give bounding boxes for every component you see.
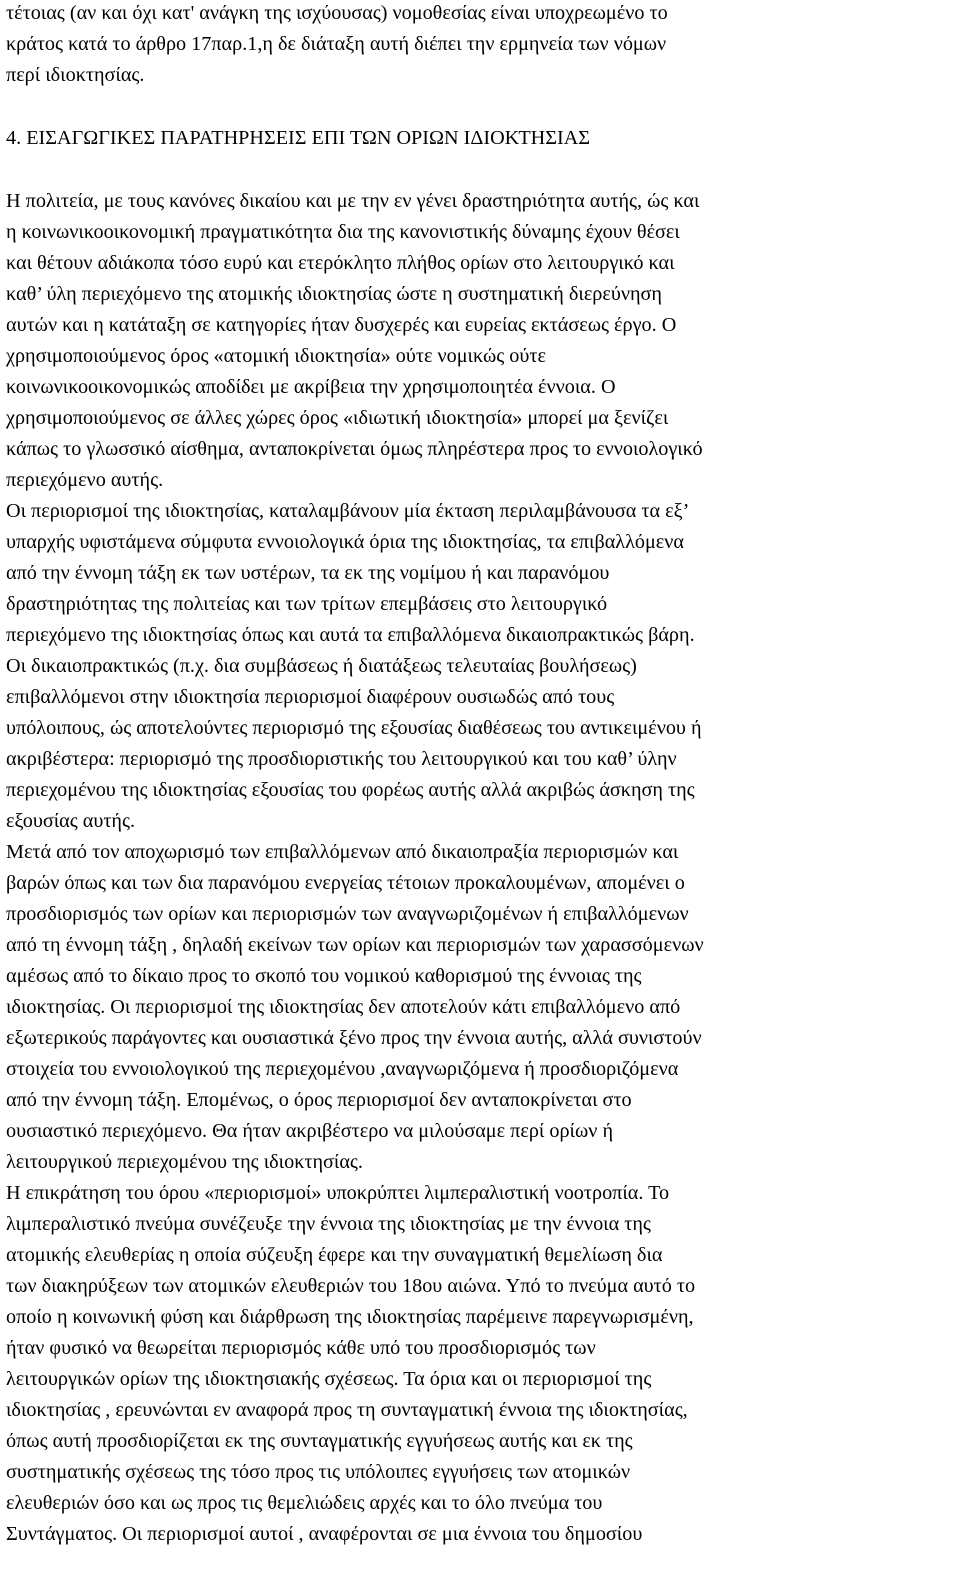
section-heading: 4. ΕΙΣΑΓΩΓΙΚΕΣ ΠΑΡΑΤΗΡΗΣΕΙΣ ΕΠΙ ΤΩΝ ΟΡΙΩΝ ΙΔΙΟΚΤΗΣΙΑΣ: [6, 127, 591, 149]
text-line: ιδιοκτησίας , ερευνώνται εν αναφορά προς τη συνταγματική έννοια της ιδιοκτησίας,: [6, 1399, 688, 1421]
text-line: καθ’ ύλη περιεχόμενο της ατομικής ιδιοκτησίας ώστε η συστηματική διερεύνηση: [6, 283, 662, 305]
text-line: αμέσως από το δίκαιο προς το σκοπό του νομικού καθορισμού της έννοιας της: [6, 965, 642, 987]
text-line: αυτών και η κατάταξη σε κατηγορίες ήταν δυσχερές και ευρείας εκτάσεως έργο. Ο: [6, 314, 677, 336]
text-line: Οι περιορισμοί της ιδιοκτησίας, καταλαμβάνουν μία έκταση περιλαμβάνουσα τα εξ’: [6, 500, 690, 522]
text-line: κοινωνικοοικονομικώς αποδίδει με ακρίβεια την χρησιμοποιητέα έννοια. Ο: [6, 376, 616, 398]
text-line: στοιχεία του εννοιολογικού της περιεχομένου ,αναγνωριζόμενα ή προσδιοριζόμενα: [6, 1058, 679, 1080]
text-line: χρησιμοποιούμενος σε άλλες χώρες όρος «ιδιωτική ιδιοκτησία» μπορεί μα ξενίζει: [6, 407, 669, 429]
text-line: εξωτερικούς παράγοντες και ουσιαστικά ξένο προς την έννοια αυτής, αλλά συνιστούν: [6, 1027, 702, 1049]
text-line: Οι δικαιοπρακτικώς (π.χ. δια συμβάσεως ή διατάξεως τελευταίας βουλήσεως): [6, 655, 637, 677]
text-line: υπαρχής υφιστάμενα σύμφυτα εννοιολογικά όρια της ιδιοκτησίας, τα επιβαλλόμενα: [6, 531, 684, 553]
text-line: εξουσίας αυτής.: [6, 810, 136, 832]
text-line: των διακηρύξεων των ατομικών ελευθεριών του 18ου αιώνα. Υπό το πνεύμα αυτό το: [6, 1275, 696, 1297]
text-line: τέτοιας (αν και όχι κατ' ανάγκη της ισχύουσας) νομοθεσίας είναι υποχρεωμένο το: [6, 2, 668, 24]
text-line: ήταν φυσικό να θεωρείται περιορισμός κάθε υπό του προσδιορισμός των: [6, 1337, 596, 1359]
text-line: λειτουργικών ορίων της ιδιοκτησιακής σχέσεως. Τα όρια και οι περιορισμοί της: [6, 1368, 652, 1390]
text-line: όπως αυτή προσδιορίζεται εκ της συνταγματικής εγγυήσεως αυτής και εκ της: [6, 1430, 633, 1452]
text-line: Συντάγματος. Οι περιορισμοί αυτοί , αναφέρονται σε μια έννοια του δημοσίου: [6, 1523, 643, 1545]
text-line: ατομικής ελευθερίας η οποία σύζευξη έφερε και την συναγματική θεμελίωση δια: [6, 1244, 663, 1266]
text-line: και θέτουν αδιάκοπα τόσο ευρύ και ετερόκλητο πλήθος ορίων στο λειτουργικό και: [6, 252, 675, 274]
text-line: προσδιορισμός των ορίων και περιορισμών των αναγνωριζομένων ή επιβαλλόμενων: [6, 903, 689, 925]
text-line: η κοινωνικοοικονομική πραγματικότητα δια της κανονιστικής δύναμης έχουν θέσει: [6, 221, 680, 243]
text-line: από τη έννομη τάξη , δηλαδή εκείνων των ορίων και περιορισμών των χαρασσόμενων: [6, 934, 704, 956]
text-line: κάπως το γλωσσικό αίσθημα, ανταποκρίνεται όμως πληρέστερα προς το εννοιολογικό: [6, 438, 703, 460]
text-line: χρησιμοποιούμενος όρος «ατομική ιδιοκτησία» ούτε νομικώς ούτε: [6, 345, 546, 367]
text-line: υπόλοιπους, ώς αποτελούντες περιορισμό της εξουσίας διαθέσεως του αντικειμένου ή: [6, 717, 702, 739]
text-line: περιεχομένου της ιδιοκτησίας εξουσίας του φορέως αυτής αλλά ακριβώς άσκηση της: [6, 779, 695, 801]
text-line: από την έννομη τάξη. Επομένως, ο όρος περιορισμοί δεν ανταποκρίνεται στο: [6, 1089, 632, 1111]
text-line: Η επικράτηση του όρου «περιορισμοί» υποκρύπτει λιμπεραλιστική νοοτροπία. Το: [6, 1182, 670, 1204]
text-line: Μετά από τον αποχωρισμό των επιβαλλόμενων από δικαιοπραξία περιορισμών και: [6, 841, 679, 863]
text-line: Η πολιτεία, με τους κανόνες δικαίου και με την εν γένει δραστηριότητα αυτής, ώς και: [6, 190, 700, 212]
text-line: περί ιδιοκτησίας.: [6, 64, 145, 86]
text-line: ακριβέστερα: περιορισμό της προσδιοριστικής του λειτουργικού και του καθ’ ύλην: [6, 748, 677, 770]
text-line: περιεχόμενο αυτής.: [6, 469, 164, 491]
text-line: περιεχόμενο της ιδιοκτησίας όπως και αυτά τα επιβαλλόμενα δικαιοπρακτικώς βάρη.: [6, 624, 695, 646]
text-line: συστηματικής σχέσεως της τόσο προς τις υπόλοιπες εγγυήσεις των ατομικών: [6, 1461, 631, 1483]
text-line: επιβαλλόμενοι στην ιδιοκτησία περιορισμοί διαφέρουν ουσιωδώς από τους: [6, 686, 615, 708]
text-line: κράτος κατά το άρθρο 17παρ.1,η δε διάταξη αυτή διέπει την ερμηνεία των νόμων: [6, 33, 667, 55]
text-line: λιμπεραλιστικό πνεύμα συνέζευξε την έννοια της ιδιοκτησίας με την έννοια της: [6, 1213, 651, 1235]
text-line: οποίο η κοινωνική φύση και διάρθρωση της ιδιοκτησίας παρέμεινε παρεγνωρισμένη,: [6, 1306, 694, 1328]
text-line: βαρών όπως και των δια παρανόμου ενεργείας τέτοιων προκαλουμένων, απομένει ο: [6, 872, 685, 894]
text-line: ελευθεριών όσο και ως προς τις θεμελιώδεις αρχές και το όλο πνεύμα του: [6, 1492, 603, 1514]
text-line: ουσιαστικό περιεχόμενο. Θα ήταν ακριβέστερο να μιλούσαμε περί ορίων ή: [6, 1120, 613, 1142]
text-line: από την έννομη τάξη εκ των υστέρων, τα εκ της νομίμου ή και παρανόμου: [6, 562, 610, 584]
text-line: λειτουργικού περιεχομένου της ιδιοκτησίας.: [6, 1151, 363, 1173]
text-line: δραστηριότητας της πολιτείας και των τρίτων επεμβάσεις στο λειτουργικό: [6, 593, 608, 615]
text-line: ιδιοκτησίας. Οι περιορισμοί της ιδιοκτησίας δεν αποτελούν κάτι επιβαλλόμενο από: [6, 996, 681, 1018]
